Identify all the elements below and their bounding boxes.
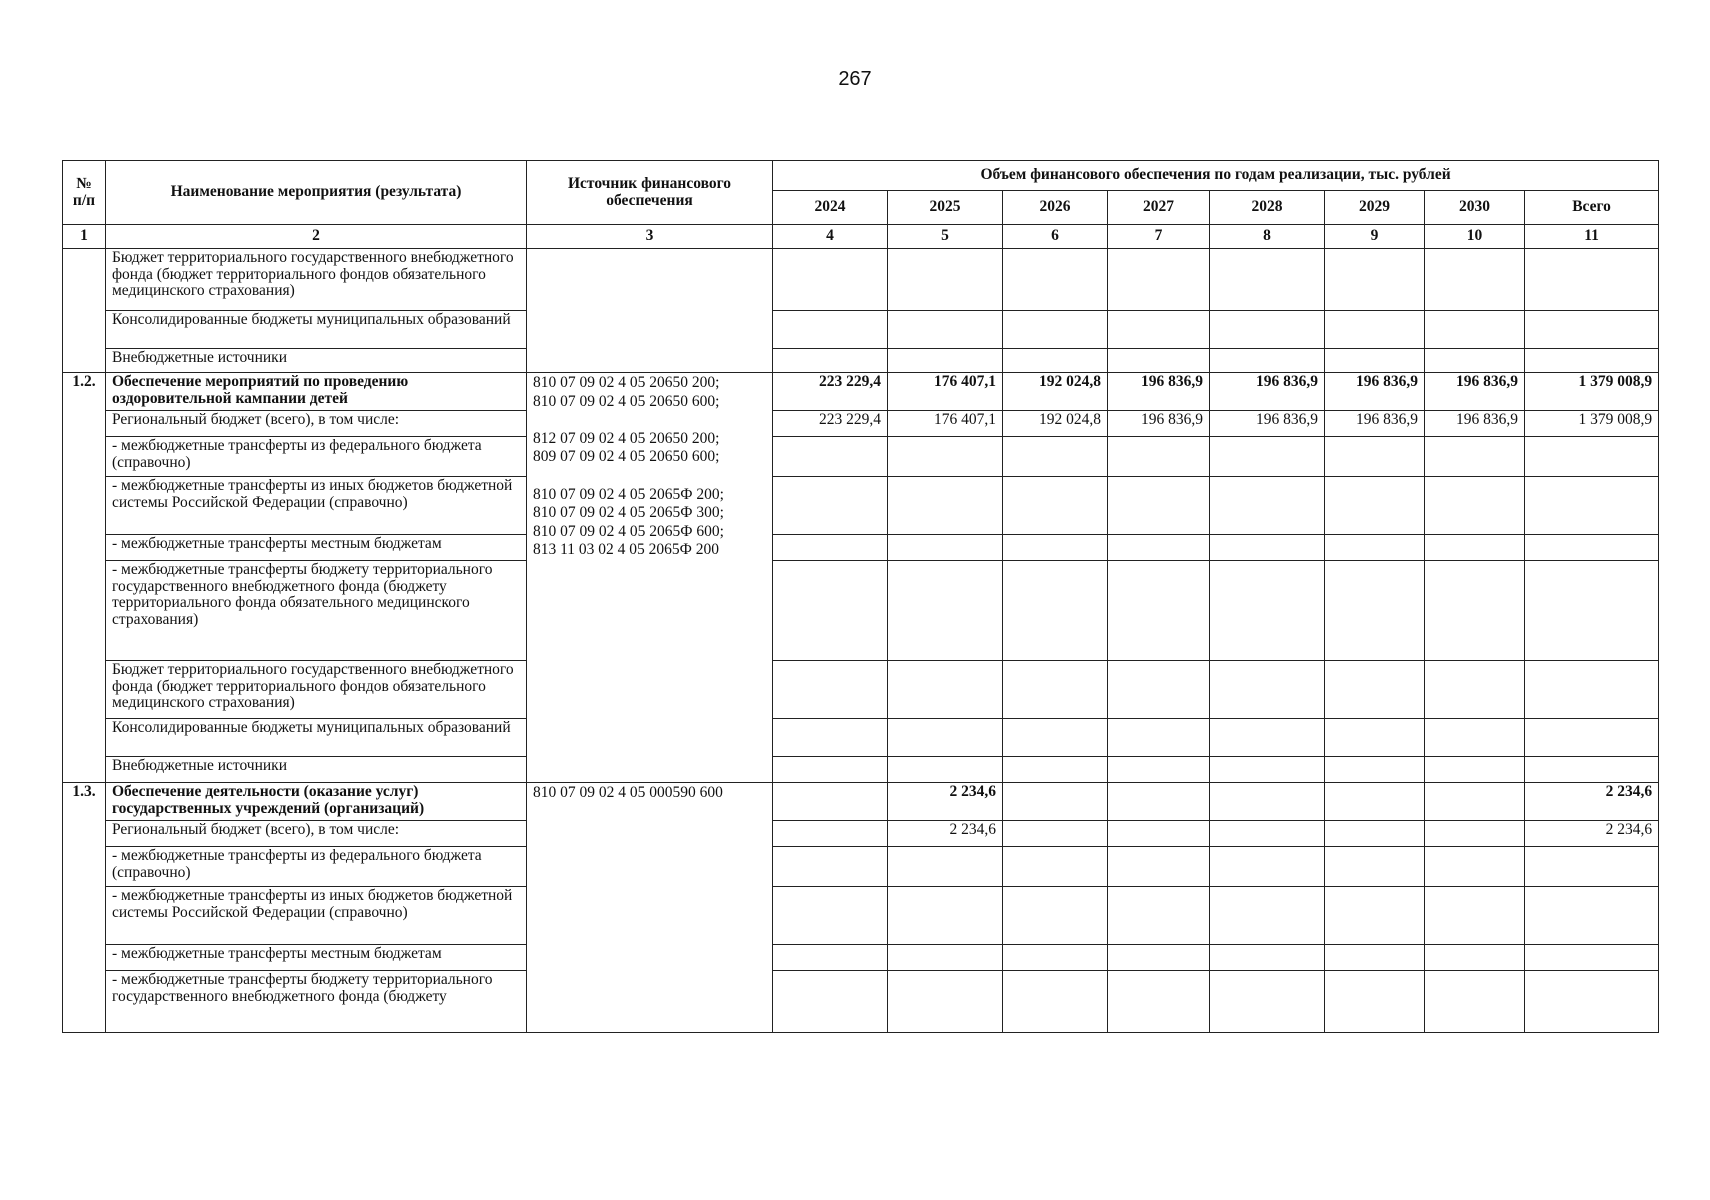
table-row: [63, 249, 1659, 311]
page-number: 267: [838, 68, 872, 90]
table-body: [63, 249, 1659, 1033]
index-cell: 10: [1425, 225, 1525, 249]
value-cell: 1 379 008,9: [1525, 373, 1659, 411]
value-cell: [1003, 477, 1108, 535]
row-label: - межбюджетные трансферты местным бюджетам: [106, 535, 527, 561]
table-row: [63, 561, 1659, 661]
value-cell: 192 024,8: [1003, 373, 1108, 411]
value-cell: [1425, 887, 1525, 945]
value-cell: [773, 311, 888, 349]
index-cell: 2: [106, 225, 527, 249]
value-cell: [888, 847, 1003, 887]
value-cell: [1325, 887, 1425, 945]
table-row: [63, 661, 1659, 719]
value-cell: [1525, 311, 1659, 349]
table-row: [63, 437, 1659, 477]
header-year: 2024: [773, 191, 888, 225]
value-cell: [773, 561, 888, 661]
value-cell: [1003, 437, 1108, 477]
source-cell: [527, 249, 773, 373]
table-row: [63, 945, 1659, 971]
header-total: Всего: [1525, 191, 1659, 225]
table-row: [63, 373, 1659, 411]
value-cell: [1003, 847, 1108, 887]
value-cell: [773, 971, 888, 1033]
value-cell: [773, 661, 888, 719]
index-cell: 8: [1210, 225, 1325, 249]
value-cell: [773, 783, 888, 821]
section-number: 1.3.: [63, 783, 106, 1033]
header-year: 2027: [1108, 191, 1210, 225]
header-source: Источник финансового обеспечения: [527, 161, 773, 225]
row-label: Консолидированные бюджеты муниципальных образований: [106, 311, 527, 349]
value-cell: [773, 719, 888, 757]
row-label: - межбюджетные трансферты из федерального бюджета (справочно): [106, 437, 527, 477]
value-cell: [1210, 821, 1325, 847]
value-cell: [1325, 311, 1425, 349]
row-label: - межбюджетные трансферты местным бюджетам: [106, 945, 527, 971]
row-label: Обеспечение деятельности (оказание услуг) государственных учреждений (организаций): [106, 783, 527, 821]
value-cell: [888, 477, 1003, 535]
table-row: [63, 349, 1659, 373]
value-cell: [1108, 477, 1210, 535]
value-cell: [1525, 847, 1659, 887]
value-cell: 2 234,6: [888, 821, 1003, 847]
value-cell: 196 836,9: [1325, 373, 1425, 411]
value-cell: [1108, 561, 1210, 661]
row-label: Обеспечение мероприятий по проведению оздоровительной кампании детей: [106, 373, 527, 411]
value-cell: [1108, 971, 1210, 1033]
section-source-codes: 810 07 09 02 4 05 000590 600: [527, 783, 773, 1033]
value-cell: [1108, 311, 1210, 349]
value-cell: [1325, 535, 1425, 561]
index-cell: 5: [888, 225, 1003, 249]
value-cell: [1003, 757, 1108, 783]
value-cell: [1108, 757, 1210, 783]
value-cell: [1425, 783, 1525, 821]
value-cell: [773, 437, 888, 477]
value-cell: 2 234,6: [1525, 783, 1659, 821]
value-cell: [1525, 437, 1659, 477]
value-cell: [1525, 561, 1659, 661]
header-volume: Объем финансового обеспечения по годам реализации, тыс. рублей: [773, 161, 1659, 191]
row-label: - межбюджетные трансферты из иных бюджетов бюджетной системы Российской Федерации (справочно): [106, 477, 527, 535]
value-cell: [1525, 719, 1659, 757]
index-cell: 6: [1003, 225, 1108, 249]
value-cell: [1003, 349, 1108, 373]
value-cell: [1425, 757, 1525, 783]
value-cell: [1003, 971, 1108, 1033]
value-cell: [1425, 249, 1525, 311]
value-cell: 1 379 008,9: [1525, 411, 1659, 437]
value-cell: [773, 847, 888, 887]
value-cell: [1525, 349, 1659, 373]
row-label: - межбюджетные трансферты из иных бюджетов бюджетной системы Российской Федерации (справочно): [106, 887, 527, 945]
value-cell: [1210, 561, 1325, 661]
header-year: 2028: [1210, 191, 1325, 225]
value-cell: [1003, 535, 1108, 561]
row-number-cell: [63, 249, 106, 373]
value-cell: [1108, 945, 1210, 971]
value-cell: [1108, 847, 1210, 887]
value-cell: [1003, 945, 1108, 971]
value-cell: [1525, 477, 1659, 535]
section-source-codes: 810 07 09 02 4 05 20650 200; 810 07 09 02 4 05 20650 600; 812 07 09 02 4 05 20650 200; 809 07 09 02 4 05 20650 600; 810 07 09 02 4 05 2065Ф 200; 810 07 09 02 4 05 2065Ф 300; 810 07 09 02 4 05 2065Ф 600; 813 11 03 02 4 05 2065Ф 200: [527, 373, 773, 783]
value-cell: [1003, 821, 1108, 847]
value-cell: [1210, 349, 1325, 373]
value-cell: [1210, 437, 1325, 477]
value-cell: [1003, 783, 1108, 821]
row-label: - межбюджетные трансферты бюджету территориального государственного внебюджетного фонда (бюджету территориального фонда обязательного медицинского страхования): [106, 561, 527, 661]
value-cell: [773, 249, 888, 311]
value-cell: [1425, 311, 1525, 349]
value-cell: [1003, 719, 1108, 757]
value-cell: [1325, 971, 1425, 1033]
table-row: [63, 411, 1659, 437]
value-cell: [888, 349, 1003, 373]
value-cell: [773, 535, 888, 561]
index-cell: 11: [1525, 225, 1659, 249]
index-cell: 3: [527, 225, 773, 249]
value-cell: 2 234,6: [888, 783, 1003, 821]
value-cell: 176 407,1: [888, 373, 1003, 411]
index-cell: 7: [1108, 225, 1210, 249]
value-cell: [1108, 249, 1210, 311]
value-cell: [1425, 535, 1525, 561]
value-cell: [1325, 945, 1425, 971]
value-cell: 196 836,9: [1210, 373, 1325, 411]
budget-table: [62, 160, 1659, 1033]
value-cell: [1325, 249, 1425, 311]
row-label: Региональный бюджет (всего), в том числе:: [106, 411, 527, 437]
value-cell: [1525, 887, 1659, 945]
index-row: [63, 225, 1659, 249]
value-cell: [1003, 311, 1108, 349]
value-cell: [888, 887, 1003, 945]
value-cell: [1003, 249, 1108, 311]
index-cell: 1: [63, 225, 106, 249]
value-cell: [1210, 661, 1325, 719]
value-cell: 196 836,9: [1108, 373, 1210, 411]
value-cell: [1425, 847, 1525, 887]
value-cell: [1108, 719, 1210, 757]
value-cell: [1525, 661, 1659, 719]
value-cell: [1425, 971, 1525, 1033]
value-cell: [1425, 821, 1525, 847]
value-cell: [773, 945, 888, 971]
value-cell: 192 024,8: [1003, 411, 1108, 437]
value-cell: [888, 535, 1003, 561]
value-cell: [773, 477, 888, 535]
index-cell: 9: [1325, 225, 1425, 249]
value-cell: [888, 561, 1003, 661]
value-cell: [1325, 719, 1425, 757]
section-number: 1.2.: [63, 373, 106, 783]
value-cell: 196 836,9: [1108, 411, 1210, 437]
value-cell: [1425, 561, 1525, 661]
table-row: [63, 821, 1659, 847]
row-label: Консолидированные бюджеты муниципальных образований: [106, 719, 527, 757]
value-cell: [1425, 437, 1525, 477]
value-cell: [1108, 783, 1210, 821]
value-cell: [888, 719, 1003, 757]
value-cell: [1325, 821, 1425, 847]
value-cell: [1210, 757, 1325, 783]
row-label: - межбюджетные трансферты бюджету территориального государственного внебюджетного фонда (бюджету: [106, 971, 527, 1033]
value-cell: [1108, 661, 1210, 719]
value-cell: [773, 757, 888, 783]
value-cell: 2 234,6: [1525, 821, 1659, 847]
value-cell: [1210, 945, 1325, 971]
value-cell: [1425, 477, 1525, 535]
table-row: [63, 783, 1659, 821]
value-cell: [773, 821, 888, 847]
value-cell: [1210, 847, 1325, 887]
value-cell: [1003, 561, 1108, 661]
header-name: Наименование мероприятия (результата): [106, 161, 527, 225]
value-cell: [1003, 661, 1108, 719]
value-cell: 223 229,4: [773, 373, 888, 411]
header-no: № п/п: [63, 161, 106, 225]
value-cell: [1425, 349, 1525, 373]
table-row: [63, 971, 1659, 1033]
value-cell: [1325, 847, 1425, 887]
value-cell: [1525, 535, 1659, 561]
value-cell: [1210, 535, 1325, 561]
row-label: Внебюджетные источники: [106, 349, 527, 373]
row-label: Бюджет территориального государственного внебюджетного фонда (бюджет территориального фондов обязательного медицинского страхования): [106, 661, 527, 719]
value-cell: [1325, 783, 1425, 821]
table-row: [63, 719, 1659, 757]
value-cell: [773, 349, 888, 373]
value-cell: [1425, 945, 1525, 971]
value-cell: [1108, 821, 1210, 847]
value-cell: [1108, 535, 1210, 561]
value-cell: [1325, 477, 1425, 535]
value-cell: 196 836,9: [1210, 411, 1325, 437]
row-label: Региональный бюджет (всего), в том числе:: [106, 821, 527, 847]
header-year: 2026: [1003, 191, 1108, 225]
value-cell: [1425, 719, 1525, 757]
header-year: 2030: [1425, 191, 1525, 225]
value-cell: [773, 887, 888, 945]
table-row: [63, 757, 1659, 783]
value-cell: [1210, 249, 1325, 311]
value-cell: [888, 311, 1003, 349]
value-cell: [888, 661, 1003, 719]
table-row: [63, 477, 1659, 535]
value-cell: [1325, 561, 1425, 661]
table-row: [63, 887, 1659, 945]
value-cell: [1210, 477, 1325, 535]
value-cell: [1108, 887, 1210, 945]
row-label: - межбюджетные трансферты из федерального бюджета (справочно): [106, 847, 527, 887]
table-row: [63, 311, 1659, 349]
row-label: Внебюджетные источники: [106, 757, 527, 783]
value-cell: 176 407,1: [888, 411, 1003, 437]
value-cell: [1525, 757, 1659, 783]
value-cell: [1325, 437, 1425, 477]
index-cell: 4: [773, 225, 888, 249]
value-cell: [1525, 249, 1659, 311]
value-cell: [1003, 887, 1108, 945]
value-cell: [1325, 661, 1425, 719]
value-cell: [888, 945, 1003, 971]
value-cell: [888, 971, 1003, 1033]
header-year: 2025: [888, 191, 1003, 225]
value-cell: [1210, 887, 1325, 945]
value-cell: [1108, 437, 1210, 477]
value-cell: [1210, 719, 1325, 757]
header-year: 2029: [1325, 191, 1425, 225]
value-cell: [1210, 783, 1325, 821]
table-row: [63, 535, 1659, 561]
value-cell: [1210, 971, 1325, 1033]
value-cell: 196 836,9: [1425, 411, 1525, 437]
value-cell: [888, 757, 1003, 783]
value-cell: 196 836,9: [1425, 373, 1525, 411]
value-cell: [1425, 661, 1525, 719]
value-cell: [888, 249, 1003, 311]
value-cell: [1108, 349, 1210, 373]
value-cell: [1325, 349, 1425, 373]
value-cell: [1210, 311, 1325, 349]
value-cell: [1325, 757, 1425, 783]
table-row: [63, 847, 1659, 887]
value-cell: 196 836,9: [1325, 411, 1425, 437]
value-cell: [1525, 945, 1659, 971]
row-label: Бюджет территориального государственного внебюджетного фонда (бюджет территориального фондов обязательного медицинского страхования): [106, 249, 527, 311]
value-cell: [1525, 971, 1659, 1033]
value-cell: [888, 437, 1003, 477]
value-cell: 223 229,4: [773, 411, 888, 437]
